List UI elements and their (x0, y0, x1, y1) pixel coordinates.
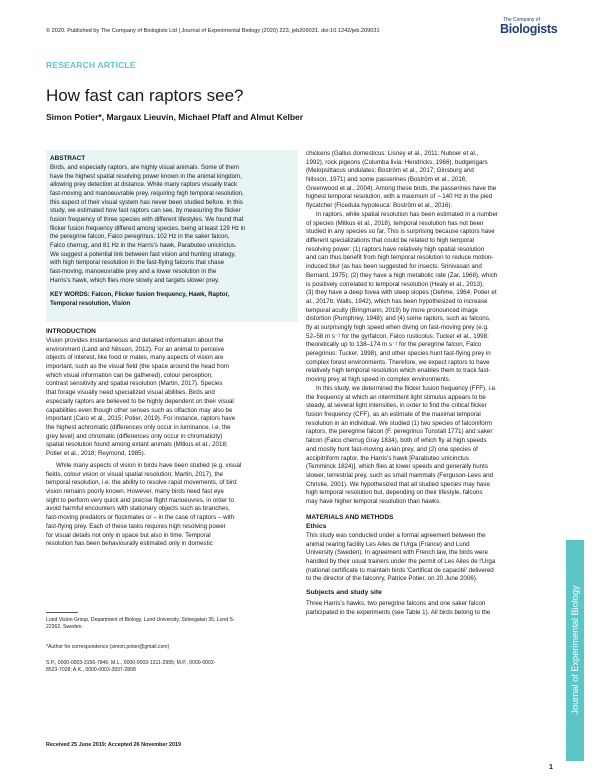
footnote-line: 8523-7028; A.K., 0000-0003-3937-2808 (46, 667, 136, 673)
author-list: Simon Potier*, Margaux Lieuvin, Michael Pfaff and Almut Kelber (46, 112, 304, 122)
text-line: animal rearing facility Les Ailes de l'Urga (France) and Lund (306, 540, 470, 548)
abstract-line: have the highest spatial resolving power known in the animal kingdom, (50, 172, 242, 180)
text-line: temporal resolution, i.e. the ability to resolve rapid movements, of bird (46, 479, 237, 487)
text-line: raptors, the peregrine falcon (F. peregrinus Tunstall 1771) and saker (306, 428, 493, 436)
footnote-rule (46, 612, 78, 613)
introduction-heading: INTRODUCTION (46, 328, 96, 335)
text-line: environment (Land and Nilsson, 2012). For an animal to perceive (46, 345, 225, 353)
text-line: grey level) and chromatic (differences only occur in chromaticity) (46, 432, 223, 440)
footnote-line: Lund Vision Group, Department of Biology, Lund University, Sölvegatan 35, Lund S- (46, 617, 235, 623)
text-line: (3) they have a deep fovea with steep slopes (Oehme, 1964; Potier et (306, 289, 497, 297)
text-line: Potier et al., 2018; Reymond, 1985). (46, 449, 146, 457)
footnote-line: 22362, Sweden. (46, 624, 83, 630)
text-line: theoretically up to 138–174 m s⁻¹ for the peregrine falcon, Falco (306, 341, 482, 349)
text-line: fusion frequency (CFF), as an estimate of the maximal temporal (306, 411, 481, 419)
text-line: falcon (Falco cherrug Gray 1834), both of which fly at high speeds (306, 437, 487, 445)
abstract-box (46, 150, 298, 322)
subjects-paragraph (306, 600, 554, 617)
text-line: contrast sensitivity and spatial resolution (Martin, 2017). Species (46, 380, 223, 388)
text-line: capabilities even though other senses such as olfaction may also be (46, 406, 233, 414)
text-line: peregrinus: Tucker, 1998), and other species hunt fast-flying prey in (306, 350, 491, 357)
text-line: This study was conducted under a formal agreement between the (306, 532, 486, 539)
text-line: important (Caro et al., 2015; Potier, 2019). For instance, raptors have (46, 415, 236, 423)
abstract-line: the peregrine falcon, Falco peregrinus, 102 Hz in the saker falcon, (50, 233, 230, 241)
text-line: 1992), rock pigeons (Columba livia: Hendricks, 1966), budgerigars (306, 158, 488, 166)
intro-continued-paragraph (306, 150, 554, 211)
text-line: the highest achromatic (differences only occur in luminance, i.e. the (46, 423, 231, 431)
subjects-heading: Subjects and study site (306, 589, 382, 596)
introduction-paragraph-2 (46, 462, 298, 549)
abstract-line: with high temporal resolution in the fast-flying falcons that chase (50, 259, 225, 267)
publication-line: © 2020. Published by The Company of Biologists Ltd | Journal of Experimental Biology (2020) 223, jeb209031. doi:10.1242/jeb.209031 (46, 28, 380, 34)
text-line: flycatcher (Ficedula hypoleuca: Boström et al., 2016). (306, 202, 453, 210)
abstract-line: We suggest a potential link between fast vision and hunting strategy, (50, 250, 236, 258)
text-line: University (Sweden). In agreement with French law, the birds were (306, 549, 488, 557)
text-line: complex forest environments. Therefore, we expect raptors to have (306, 358, 490, 366)
ethics-paragraph (306, 532, 554, 584)
text-line: avoid harmful encounters with stationary objects such as branches, (46, 505, 231, 513)
abstract-text (50, 164, 294, 285)
text-line: Christie, 2001). We hypothesized that all studied species may have (306, 480, 490, 488)
text-line: for visual details not only in space but also in time. Temporal (46, 531, 211, 539)
text-line: especially raptors are believed to be highly dependent on their visual (46, 397, 234, 405)
text-line: and mostly hunt fast-moving avian prey, and (2) one species of (306, 445, 478, 453)
received-accepted-dates: Received 25 June 2019; Accepted 26 November 2019 (46, 742, 181, 748)
abstract-line: Birds, and especially raptors, are highly visual animals. Some of them (50, 164, 240, 171)
text-line: Three Harris's hawks, two peregrine falcons and one saker falcon (306, 600, 486, 607)
text-line: fast-flying prey. Each of these tasks requires high resolving power (46, 522, 226, 530)
orcid-note (46, 660, 298, 674)
text-line: sight to perform very quick and precise flight manoeuvres, in order to (46, 496, 235, 504)
journal-side-banner-text: Journal of Experimental Biology (570, 585, 580, 715)
abstract-line: study, we estimated how fast raptors can see, by measuring the flicker (50, 207, 241, 215)
text-line: al., 2017b; Walls, 1942), which has been hypothesized to increase (306, 297, 488, 305)
materials-methods-heading: MATERIALS AND METHODS (306, 514, 394, 521)
text-line: high temporal resolution but, depending on their lifestyle, falcons (306, 489, 483, 497)
correspondence-note[interactable]: *Author for correspondence (simon.potier@gmail.com) (46, 644, 170, 650)
logo-small-text: The Company of (503, 17, 540, 23)
text-line: (national certificate to maintain birds 'Certificat de capacité' delivered (306, 566, 494, 574)
text-line: objects of interest, like food or mates, many aspects of vision are (46, 354, 224, 362)
abstract-line: fast-moving, manoeuvrable prey and a lower resolution in the (50, 267, 217, 275)
text-line: and can thus benefit from high temporal resolution to reduce motion- (306, 254, 494, 262)
text-line: the frequency at which an intermittent light stimulus appears to be (306, 393, 486, 401)
text-line: important, such as the visual field (the space around the head from (46, 363, 229, 371)
introduction-paragraph-1 (46, 337, 298, 459)
text-line: Nilsson, 1971) and some passerines (Boström et al., 2016; (306, 176, 467, 184)
abstract-line: Harris's hawk, which flies more slowly and targets slower prey. (50, 276, 220, 284)
affiliation-note (46, 617, 298, 631)
text-line: handled by their usual trainers under the permit of Les Ailes de l'Urga (306, 558, 496, 566)
text-line: distortion (Pumphrey, 1948); and (4) some raptors, such as falcons, (306, 315, 491, 323)
text-line: highest temporal resolution, with a maximum of ∼140 Hz in the pied (306, 193, 493, 201)
text-line: 52–58 m s⁻¹ for the gyrfalcon, Falco rusticolus: Tucker et al., 1998; (306, 332, 489, 340)
abstract-line: fast-moving and manoeuvrable prey, requiring high temporal resolution, (50, 189, 244, 197)
text-line: spatial resolution found among extant animals (Mitkus et al., 2018; (46, 441, 228, 449)
text-line: is positively correlated to temporal resolution (Healy et al., 2013); (306, 280, 484, 288)
raptors-paragraph (306, 211, 554, 385)
text-line: studied in any species so far. This is surprising because raptors have (306, 228, 495, 236)
text-line: may have higher temporal resolution than hawks. (306, 497, 441, 505)
logo-big-text: Biologists (500, 22, 558, 36)
keywords-line: KEY WORDS: Falcon, Flicker fusion frequency, Hawk, Raptor, (50, 291, 230, 299)
text-line: steady, at several light intensities, in order to find the critical flicker (306, 402, 487, 410)
abstract-line: allowing prey detection at distance. While many raptors visually track (50, 181, 238, 189)
article-title: How fast can raptors see? (46, 86, 244, 105)
study-paragraph (306, 385, 554, 507)
text-line: which visual information can be gathered), colour perception, (46, 371, 213, 379)
publisher-logo[interactable] (500, 17, 556, 39)
text-line: relatively high temporal resolution which enables them to track fast- (306, 367, 491, 375)
text-line: different specializations that could be related to high temporal (306, 237, 475, 245)
text-line: resolving power: (1) raptors have relatively high spatial resolution (306, 245, 485, 253)
text-line: slower, terrestrial prey, such as small mammals (Ferguson-Lees and (306, 471, 493, 479)
abstract-line: fusion frequency of three species with different lifestyles. We found that (50, 215, 244, 223)
text-line: temporal acuity (Bringmann, 2019) by more pronounced image (306, 306, 478, 314)
text-line: resolution in an individual. We studied (1) two species of falconiform (306, 419, 492, 427)
footnote-line: S.P., 0000-0003-3156-7846; M.L., 0000-0003-1311-2995; M.P., 0000-0002- (46, 660, 216, 666)
text-line: fields, colour vision or visual spatial resolution; Martin, 2017), the (46, 470, 224, 478)
text-line: (Temminck 1824)], which flies at lower speeds and generally hunts (306, 463, 488, 471)
abstract-heading: ABSTRACT (50, 155, 86, 162)
text-line: fast-moving predators or flockmates or – in the case of raptors – with (46, 514, 235, 522)
text-line: chickens (Gallus domesticus: Lisney et al., 2011; Nuboer et al., (306, 150, 479, 157)
text-line: moving prey at high speed in complex environments. (306, 376, 451, 384)
text-line: In raptors, while spatial resolution has been estimated in a number (316, 211, 498, 218)
abstract-line: Falco cherrug, and 81 Hz in the Harris's hawk, Parabuteo unicinctus. (50, 241, 237, 249)
text-line: of species (Mitkus et al., 2018), temporal resolution has not been (306, 219, 484, 227)
text-line: While many aspects of vision in birds have been studied (e.g. visual (56, 462, 242, 469)
text-line: In this study, we determined the flicker fusion frequency (FFF), i.e. (316, 385, 497, 392)
text-line: Bernard, 1975); (2) they have a high metabolic rate (Zar, 1968), which (306, 271, 498, 279)
text-line: participated in the experiments (see Table 1). All birds belong to the (306, 608, 491, 616)
text-line: vision remains poorly known. However, many birds need fast eye (46, 488, 224, 496)
text-line: that forage visually need specialized visual abilities. Birds and (46, 389, 215, 397)
text-line: accipitriform raptor, the Harris's hawk [Parabuteo unicinctus (306, 454, 469, 462)
text-line: Vision provides instantaneous and detailed information about the (46, 337, 224, 344)
article-type: RESEARCH ARTICLE (46, 60, 136, 70)
text-line: resolution has been behaviourally estimated only in domestic (46, 540, 213, 548)
text-line: Greenwood et al., 2004). Among these birds, the passerines have the (306, 184, 497, 192)
abstract-line: flicker fusion frequency differed among species, being at least 129 Hz in (50, 224, 246, 232)
keywords (50, 291, 294, 308)
text-line: (Melopsittacus undulates: Boström et al., 2017; Ginsburg and (306, 167, 474, 175)
ethics-heading: Ethics (306, 523, 327, 530)
text-line: induced blur (as has been suggested for insects: Srinivasan and (306, 263, 482, 271)
text-line: fly at surprisingly high speed when diving on fast-moving prey (e.g. (306, 323, 489, 331)
keywords-line: Temporal resolution, Vision (50, 299, 131, 307)
page-number: 1 (549, 764, 553, 771)
text-line: to the director of the falconry, Patrice Potier, on 20 June 2006). (306, 575, 478, 583)
abstract-line: this aspect of their visual system has never been studied before. In this (50, 198, 243, 206)
